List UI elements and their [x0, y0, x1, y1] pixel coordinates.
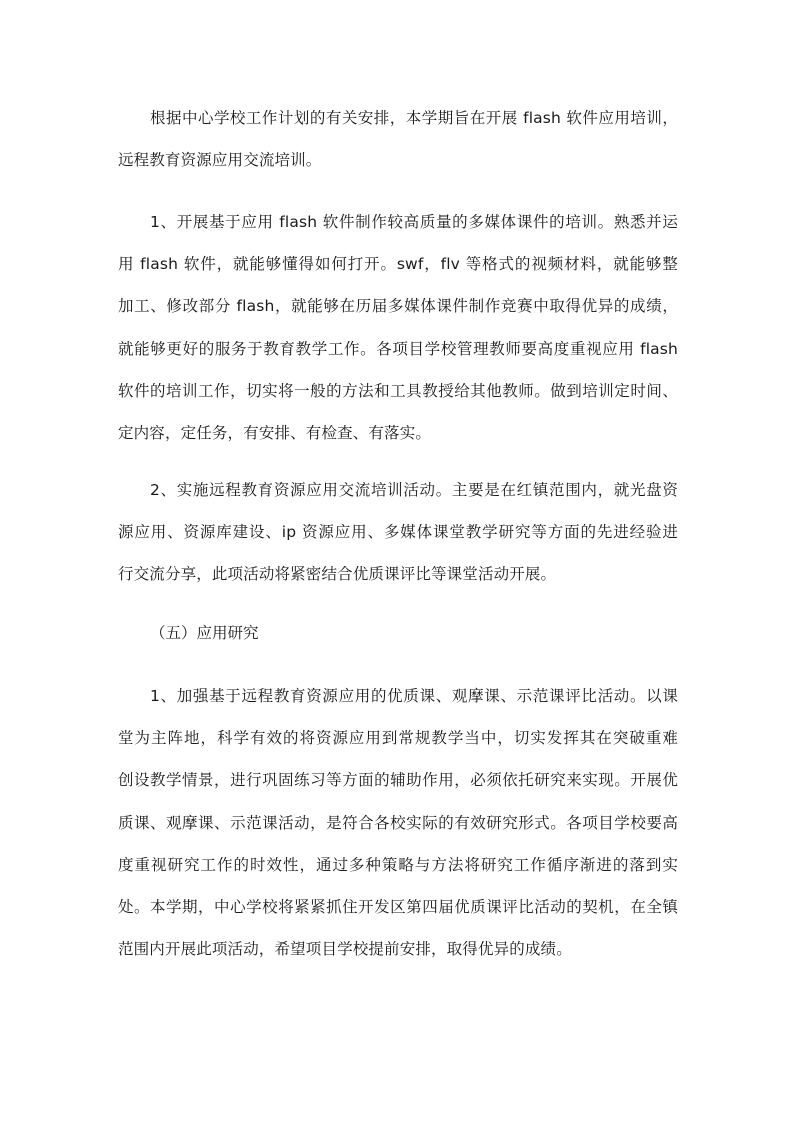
item-1-paragraph: [118, 201, 678, 454]
paragraph-line: 加工、修改部分 flash，就能够在历届多媒体课件制作竞赛中取得优异的成绩，: [118, 297, 678, 316]
intro-paragraph: [118, 97, 678, 181]
paragraph-line: 1、开展基于应用 flash 软件制作较高质量的多媒体课件的培训。熟悉并运: [150, 213, 678, 231]
paragraph-line: 远程教育资源应用交流培训。: [118, 151, 322, 170]
section-heading: （五）应用研究: [150, 624, 259, 642]
paragraph-line: 行交流分享，此项活动将紧密结合优质课评比等课堂活动开展。: [118, 565, 557, 584]
paragraph-line: 处。本学期，中心学校将紧紧抓住开发区第四届优质课评比活动的契机，在全镇: [118, 897, 678, 916]
paragraph-line: 范围内开展此项活动，希望项目学校提前安排，取得优异的成绩。: [118, 940, 572, 959]
paragraph-line: 就能够更好的服务于教育教学工作。各项目学校管理教师要高度重视应用 flash: [118, 339, 678, 358]
paragraph-line: 定内容，定任务，有安排、有检查、有落实。: [118, 423, 432, 442]
paragraph-line: 质课、观摩课、示范课活动，是符合各校实际的有效研究形式。各项目学校要高: [118, 813, 678, 832]
paragraph-line: 源应用、资源库建设、ip 资源应用、多媒体课堂教学研究等方面的先进经验进: [118, 523, 678, 542]
paragraph-line: 创设教学情景，进行巩固练习等方面的辅助作用，必须依托研究来实现。开展优: [118, 771, 678, 790]
paragraph-line: 2、实施远程教育资源应用交流培训活动。主要是在红镇范围内，就光盘资: [150, 481, 678, 499]
paragraph-line: 堂为主阵地，科学有效的将资源应用到常规教学当中，切实发挥其在突破重难: [118, 729, 678, 748]
paragraph-line: 软件的培训工作，切实将一般的方法和工具教授给其他教师。做到培训定时间、: [118, 381, 678, 400]
item-3-paragraph: [118, 675, 678, 970]
paragraph-line: 用 flash 软件，就能够懂得如何打开。swf，flv 等格式的视频材料，就能够整: [118, 255, 678, 274]
paragraph-line: 1、加强基于远程教育资源应用的优质课、观摩课、示范课评比活动。以课: [150, 687, 678, 705]
item-2-paragraph: [118, 469, 678, 596]
paragraph-line: 度重视研究工作的时效性，通过多种策略与方法将研究工作循序渐进的落到实: [118, 855, 678, 874]
paragraph-line: 根据中心学校工作计划的有关安排，本学期旨在开展 flash 软件应用培训，: [150, 109, 678, 127]
